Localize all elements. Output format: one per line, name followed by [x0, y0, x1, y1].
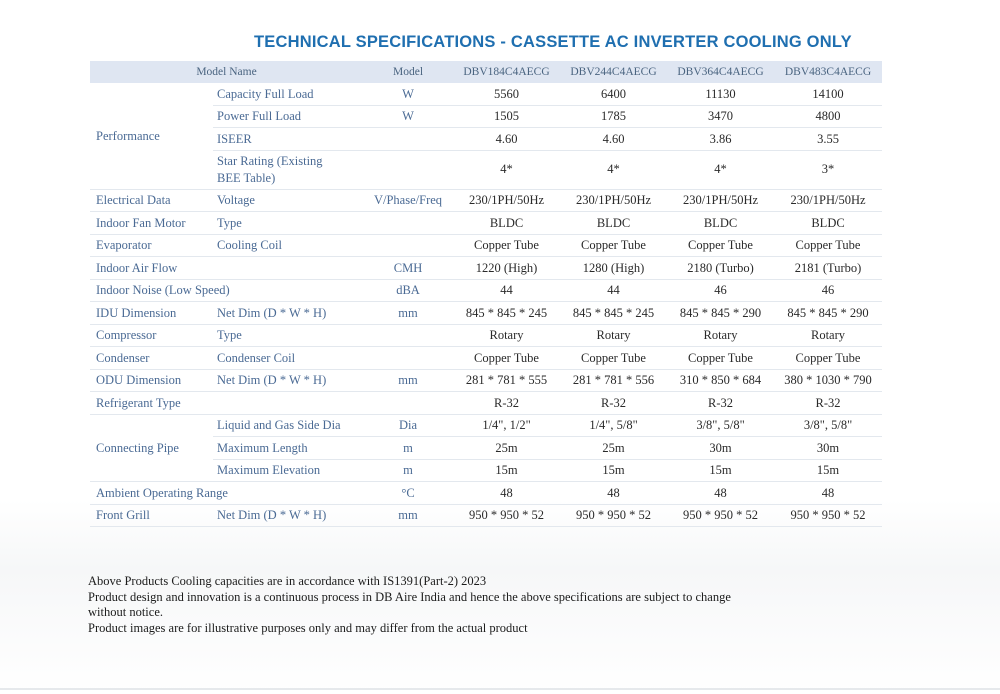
param-label: Maximum Elevation [213, 459, 363, 482]
unit-label: V/Phase/Freq [363, 189, 453, 212]
footnote-design-change: Product design and innovation is a continuous process in DB Aire India and hence the above specifications are subject to change without notice. [88, 589, 731, 619]
group-connecting-pipe: Connecting Pipe [90, 414, 213, 482]
value-cell: 30m [774, 437, 882, 460]
value-cell: 4.60 [453, 128, 560, 151]
value-cell: R-32 [560, 392, 667, 415]
value-cell: 230/1PH/50Hz [453, 189, 560, 212]
value-cell: BLDC [453, 212, 560, 235]
unit-label [363, 150, 453, 189]
value-cell: 1220 (High) [453, 257, 560, 280]
table-row [90, 482, 882, 505]
param-label: Net Dim (D * W * H) [213, 369, 363, 392]
value-cell: 25m [453, 437, 560, 460]
value-cell: 46 [774, 279, 882, 302]
value-cell: 281 * 781 * 556 [560, 369, 667, 392]
header-model-3: DBV364C4AECG [667, 61, 774, 83]
unit-label: mm [363, 504, 453, 527]
value-cell: 845 * 845 * 245 [560, 302, 667, 325]
header-model-1: DBV184C4AECG [453, 61, 560, 83]
value-cell: BLDC [667, 212, 774, 235]
value-cell: 15m [774, 459, 882, 482]
unit-label: m [363, 437, 453, 460]
value-cell: Rotary [774, 324, 882, 347]
value-cell: 2181 (Turbo) [774, 257, 882, 280]
value-cell: 3.55 [774, 128, 882, 151]
param-label: ISEER [213, 128, 363, 151]
bottom-divider [0, 688, 1000, 690]
value-cell: R-32 [453, 392, 560, 415]
value-cell: 3/8", 5/8" [667, 414, 774, 437]
value-cell: Rotary [560, 324, 667, 347]
value-cell: 4* [667, 150, 774, 189]
table-row [90, 189, 882, 212]
value-cell: R-32 [774, 392, 882, 415]
header-model-4: DBV483C4AECG [774, 61, 882, 83]
value-cell: 4800 [774, 105, 882, 128]
value-cell: 3/8", 5/8" [774, 414, 882, 437]
table-row [90, 83, 882, 105]
value-cell: Copper Tube [453, 347, 560, 370]
table-row [90, 257, 882, 280]
param-label: Cooling Coil [213, 234, 363, 257]
value-cell: 310 * 850 * 684 [667, 369, 774, 392]
header-model: Model [363, 61, 453, 83]
value-cell: 44 [560, 279, 667, 302]
table-row [90, 324, 882, 347]
value-cell: Copper Tube [774, 347, 882, 370]
param-label: Star Rating (Existing BEE Table) [213, 150, 363, 189]
param-label: Liquid and Gas Side Dia [213, 414, 363, 437]
unit-label [363, 347, 453, 370]
table-row [90, 279, 882, 302]
value-cell: 230/1PH/50Hz [560, 189, 667, 212]
value-cell: 3* [774, 150, 882, 189]
param-label: Maximum Length [213, 437, 363, 460]
group-label: IDU Dimension [90, 302, 213, 325]
unit-label: Dia [363, 414, 453, 437]
param-label: Net Dim (D * W * H) [213, 504, 363, 527]
group-label: Indoor Air Flow [90, 257, 363, 280]
param-label: Condenser Coil [213, 347, 363, 370]
unit-label: °C [363, 482, 453, 505]
value-cell: BLDC [560, 212, 667, 235]
header-model-2: DBV244C4AECG [560, 61, 667, 83]
value-cell: Copper Tube [774, 234, 882, 257]
value-cell: 15m [667, 459, 774, 482]
value-cell: 1/4", 5/8" [560, 414, 667, 437]
value-cell: 11130 [667, 83, 774, 105]
value-cell: 14100 [774, 83, 882, 105]
group-label: Evaporator [90, 234, 213, 257]
unit-label: mm [363, 369, 453, 392]
value-cell: 46 [667, 279, 774, 302]
value-cell: 950 * 950 * 52 [453, 504, 560, 527]
value-cell: 1785 [560, 105, 667, 128]
footnote-images: Product images are for illustrative purposes only and may differ from the actual product [88, 620, 528, 635]
table-row [90, 369, 882, 392]
value-cell: 48 [560, 482, 667, 505]
value-cell: 25m [560, 437, 667, 460]
value-cell: 950 * 950 * 52 [774, 504, 882, 527]
param-label: Power Full Load [213, 105, 363, 128]
value-cell: 845 * 845 * 245 [453, 302, 560, 325]
value-cell: 230/1PH/50Hz [667, 189, 774, 212]
group-label: ODU Dimension [90, 369, 213, 392]
unit-label [363, 212, 453, 235]
table-row [90, 392, 882, 415]
param-label: Type [213, 324, 363, 347]
group-label: Condenser [90, 347, 213, 370]
value-cell: Rotary [453, 324, 560, 347]
value-cell: 1280 (High) [560, 257, 667, 280]
page-title: TECHNICAL SPECIFICATIONS - CASSETTE AC INVERTER COOLING ONLY [254, 33, 852, 51]
value-cell: 15m [560, 459, 667, 482]
value-cell: Copper Tube [453, 234, 560, 257]
group-label: Ambient Operating Range [90, 482, 363, 505]
value-cell: 5560 [453, 83, 560, 105]
header-row [90, 61, 882, 83]
value-cell: 3.86 [667, 128, 774, 151]
footnotes [88, 574, 768, 636]
table-row [90, 302, 882, 325]
unit-label: W [363, 83, 453, 105]
group-performance: Performance [90, 83, 213, 189]
value-cell: 2180 (Turbo) [667, 257, 774, 280]
param-label: Net Dim (D * W * H) [213, 302, 363, 325]
group-label: Electrical Data [90, 189, 213, 212]
param-label: Type [213, 212, 363, 235]
value-cell: Copper Tube [560, 234, 667, 257]
value-cell: 48 [453, 482, 560, 505]
value-cell: 845 * 845 * 290 [774, 302, 882, 325]
spec-table [90, 61, 882, 527]
value-cell: 845 * 845 * 290 [667, 302, 774, 325]
value-cell: Copper Tube [667, 234, 774, 257]
unit-label [363, 234, 453, 257]
value-cell: 950 * 950 * 52 [560, 504, 667, 527]
value-cell: Rotary [667, 324, 774, 347]
table-row [90, 234, 882, 257]
value-cell: 230/1PH/50Hz [774, 189, 882, 212]
value-cell: 6400 [560, 83, 667, 105]
group-label: Front Grill [90, 504, 213, 527]
table-row [90, 212, 882, 235]
unit-label: W [363, 105, 453, 128]
group-label: Indoor Fan Motor [90, 212, 213, 235]
param-label: Voltage [213, 189, 363, 212]
value-cell: 3470 [667, 105, 774, 128]
value-cell: Copper Tube [667, 347, 774, 370]
value-cell: 44 [453, 279, 560, 302]
group-label: Indoor Noise (Low Speed) [90, 279, 363, 302]
param-label: Capacity Full Load [213, 83, 363, 105]
table-row [90, 504, 882, 527]
value-cell: 30m [667, 437, 774, 460]
unit-label [363, 128, 453, 151]
unit-label [363, 324, 453, 347]
table-row [90, 414, 882, 437]
group-label: Compressor [90, 324, 213, 347]
value-cell: 950 * 950 * 52 [667, 504, 774, 527]
value-cell: 4* [560, 150, 667, 189]
value-cell: 380 * 1030 * 790 [774, 369, 882, 392]
value-cell: 1/4", 1/2" [453, 414, 560, 437]
value-cell: 48 [774, 482, 882, 505]
footnote-standard: Above Products Cooling capacities are in accordance with IS1391(Part-2) 2023 [88, 574, 487, 588]
unit-label: mm [363, 302, 453, 325]
unit-label: m [363, 459, 453, 482]
value-cell: BLDC [774, 212, 882, 235]
unit-label: CMH [363, 257, 453, 280]
value-cell: Copper Tube [560, 347, 667, 370]
value-cell: R-32 [667, 392, 774, 415]
value-cell: 4.60 [560, 128, 667, 151]
value-cell: 281 * 781 * 555 [453, 369, 560, 392]
unit-label [363, 392, 453, 415]
header-model-name: Model Name [90, 61, 363, 83]
value-cell: 1505 [453, 105, 560, 128]
value-cell: 48 [667, 482, 774, 505]
value-cell: 15m [453, 459, 560, 482]
table-row [90, 347, 882, 370]
unit-label: dBA [363, 279, 453, 302]
group-label: Refrigerant Type [90, 392, 363, 415]
value-cell: 4* [453, 150, 560, 189]
